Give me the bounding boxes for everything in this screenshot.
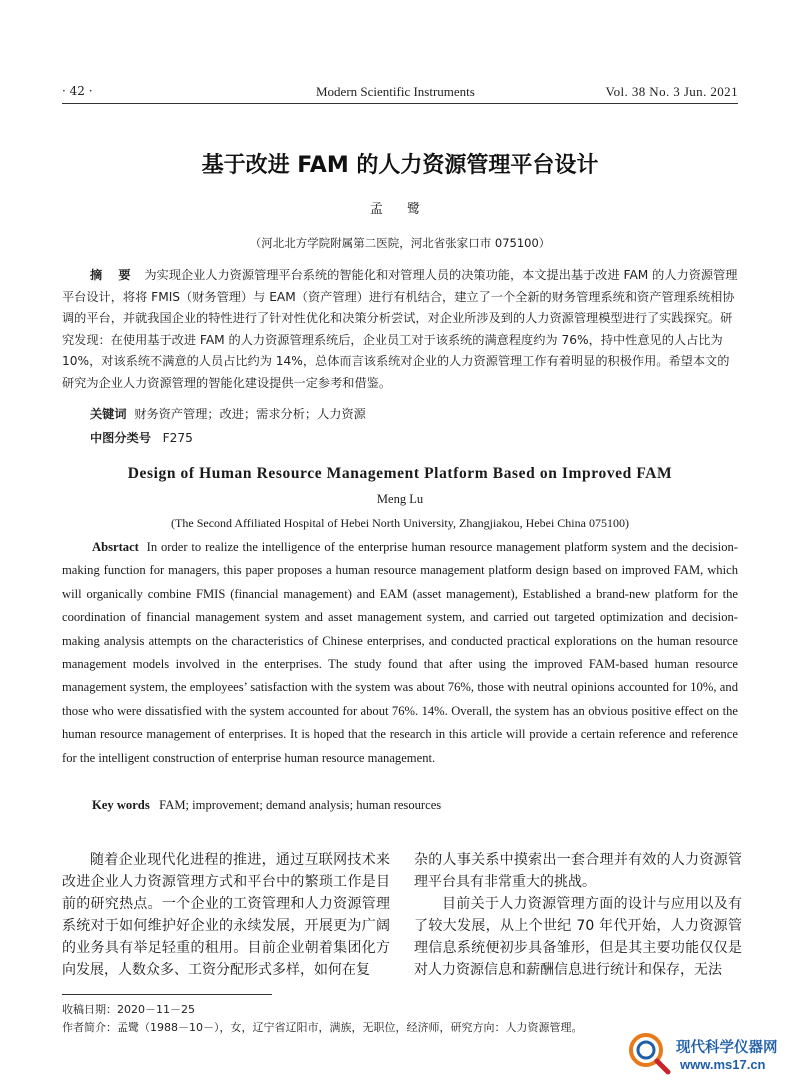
abstract-label-en: Absrtact [92, 540, 139, 554]
abstract-text-en: In order to realize the intelligence of the enterprise human resource management platform system and the decision-making function for managers, this paper proposes a human resource management platform design based on improved FAM, which will organically combine FMIS (financial management) and EAM (asset management), Established a brand-new platform for the coordination of financial management system and asset management system, and carried out targeted optimization and decision-making analysis attempts on the characteristics of Chinese enterprises, and conducted practical explorations on the human resource management models involved in the enterprises. The study found that after using the improved FAM-based human resource management system, the employees’ satisfaction with the system was about 76%, those with neutral opinions accounted for 10%, and those who were dissatisfied with the system accounted for about 76%. 14%. Overall, the system has an obvious positive effect on the human resource management of enterprises. It is hoped that the research in this article will provide a certain reference and reference for the intelligent construction of enterprise human resource management. [62, 540, 738, 765]
keywords-en [62, 794, 738, 817]
clc-text: F275 [162, 431, 193, 445]
abstract-en [62, 536, 738, 770]
keywords-text-cn: 财务资产管理；改进；需求分析；人力资源 [134, 407, 366, 421]
affiliation-en: (The Second Affiliated Hospital of Hebei North University, Zhangjiakou, Hebei China 075100) [171, 516, 629, 530]
issue-info: Vol. 38 No. 3 Jun. 2021 [605, 84, 738, 99]
body-right-column [414, 849, 742, 981]
keywords-label-cn: 关键词 [90, 407, 127, 421]
site-logo-icon [626, 1030, 672, 1076]
paper-title-en: Design of Human Resource Management Platform Based on Improved FAM [127, 465, 673, 482]
abstract-text-cn: 为实现企业人力资源管理平台系统的智能化和对管理人员的决策功能，本文提出基于改进 FAM 的人力资源管理平台设计，将将 FMIS（财务管理）与 EAM（资产管理）进行有机结合，建立了一个全新的财务管理系统和资产管理系统相协调的平台，并就我国企业的特性进行了针对性优化和决策分析尝试，对企业所涉及到的人力资源管理模型进行了实践探究。研究发现：在使用基于改进 FAM 的人力资源管理系统后，企业员工对于该系统的满意程度约为 76%，持中性意见的人占比为 10%，对该系统不满意的人员占比约为 14%，总体而言该系统对企业的人力资源管理工作有着明显的积极作用。希望本文的研究为企业人力资源管理的智能化建设提供一定参考和借鉴。 [62, 268, 738, 390]
author-cn: 孟 鹭 [369, 202, 431, 217]
keywords-cn [90, 404, 730, 426]
paper-title-cn: 基于改进 FAM 的人力资源管理平台设计 [201, 153, 599, 178]
header-rule [62, 103, 738, 104]
keywords-label-en: Key words [92, 798, 150, 812]
watermark-url: www.ms17.cn [680, 1057, 766, 1072]
journal-name: Modern Scientific Instruments [316, 84, 475, 99]
body-left-column: 随着企业现代化进程的推进，通过互联网技术来改进企业人力资源管理方式和平台中的繁琐工作是目前的研究热点。一个企业的工资管理和人力资源管理系统对于如何维护好企业的永续发展，开展更为广阔的业务具有举足轻重的租用。目前企业朝着集团化方向发展，人数众多、工资分配形式多样，如何在复 [62, 852, 390, 978]
clc-number [90, 428, 730, 450]
affiliation-cn: （河北北方学院附属第二医院，河北省张家口市 075100） [249, 236, 551, 250]
clc-label: 中图分类号 [90, 431, 151, 445]
author-en: Meng Lu [376, 492, 424, 506]
abstract-label-cn: 摘 要 [90, 268, 137, 282]
abstract-cn [62, 265, 738, 395]
body-right-paragraph-2: 目前关于人力资源管理方面的设计与应用以及有了较大发展，从上个世纪 70 年代开始，人力资源管理信息系统便初步具备雏形，但是其主要功能仅仅是对人力资源信息和薪酬信息进行统计和保存，无法 [414, 896, 742, 978]
received-date: 收稿日期：2020－11－25 [62, 1003, 195, 1016]
keywords-text-en: FAM; improvement; demand analysis; human resources [159, 798, 442, 812]
page-number: · 42 · [62, 84, 93, 98]
footnote-rule [62, 994, 272, 995]
watermark-site-name: 现代科学仪器网 [676, 1040, 778, 1056]
author-bio: 作者简介：孟鹭（1988－10－），女，辽宁省辽阳市，满族，无职位，经济师，研究方向：人力资源管理。 [62, 1021, 583, 1034]
body-right-paragraph-1: 杂的人事关系中摸索出一套合理并有效的人力资源管理平台具有非常重大的挑战。 [414, 852, 742, 890]
